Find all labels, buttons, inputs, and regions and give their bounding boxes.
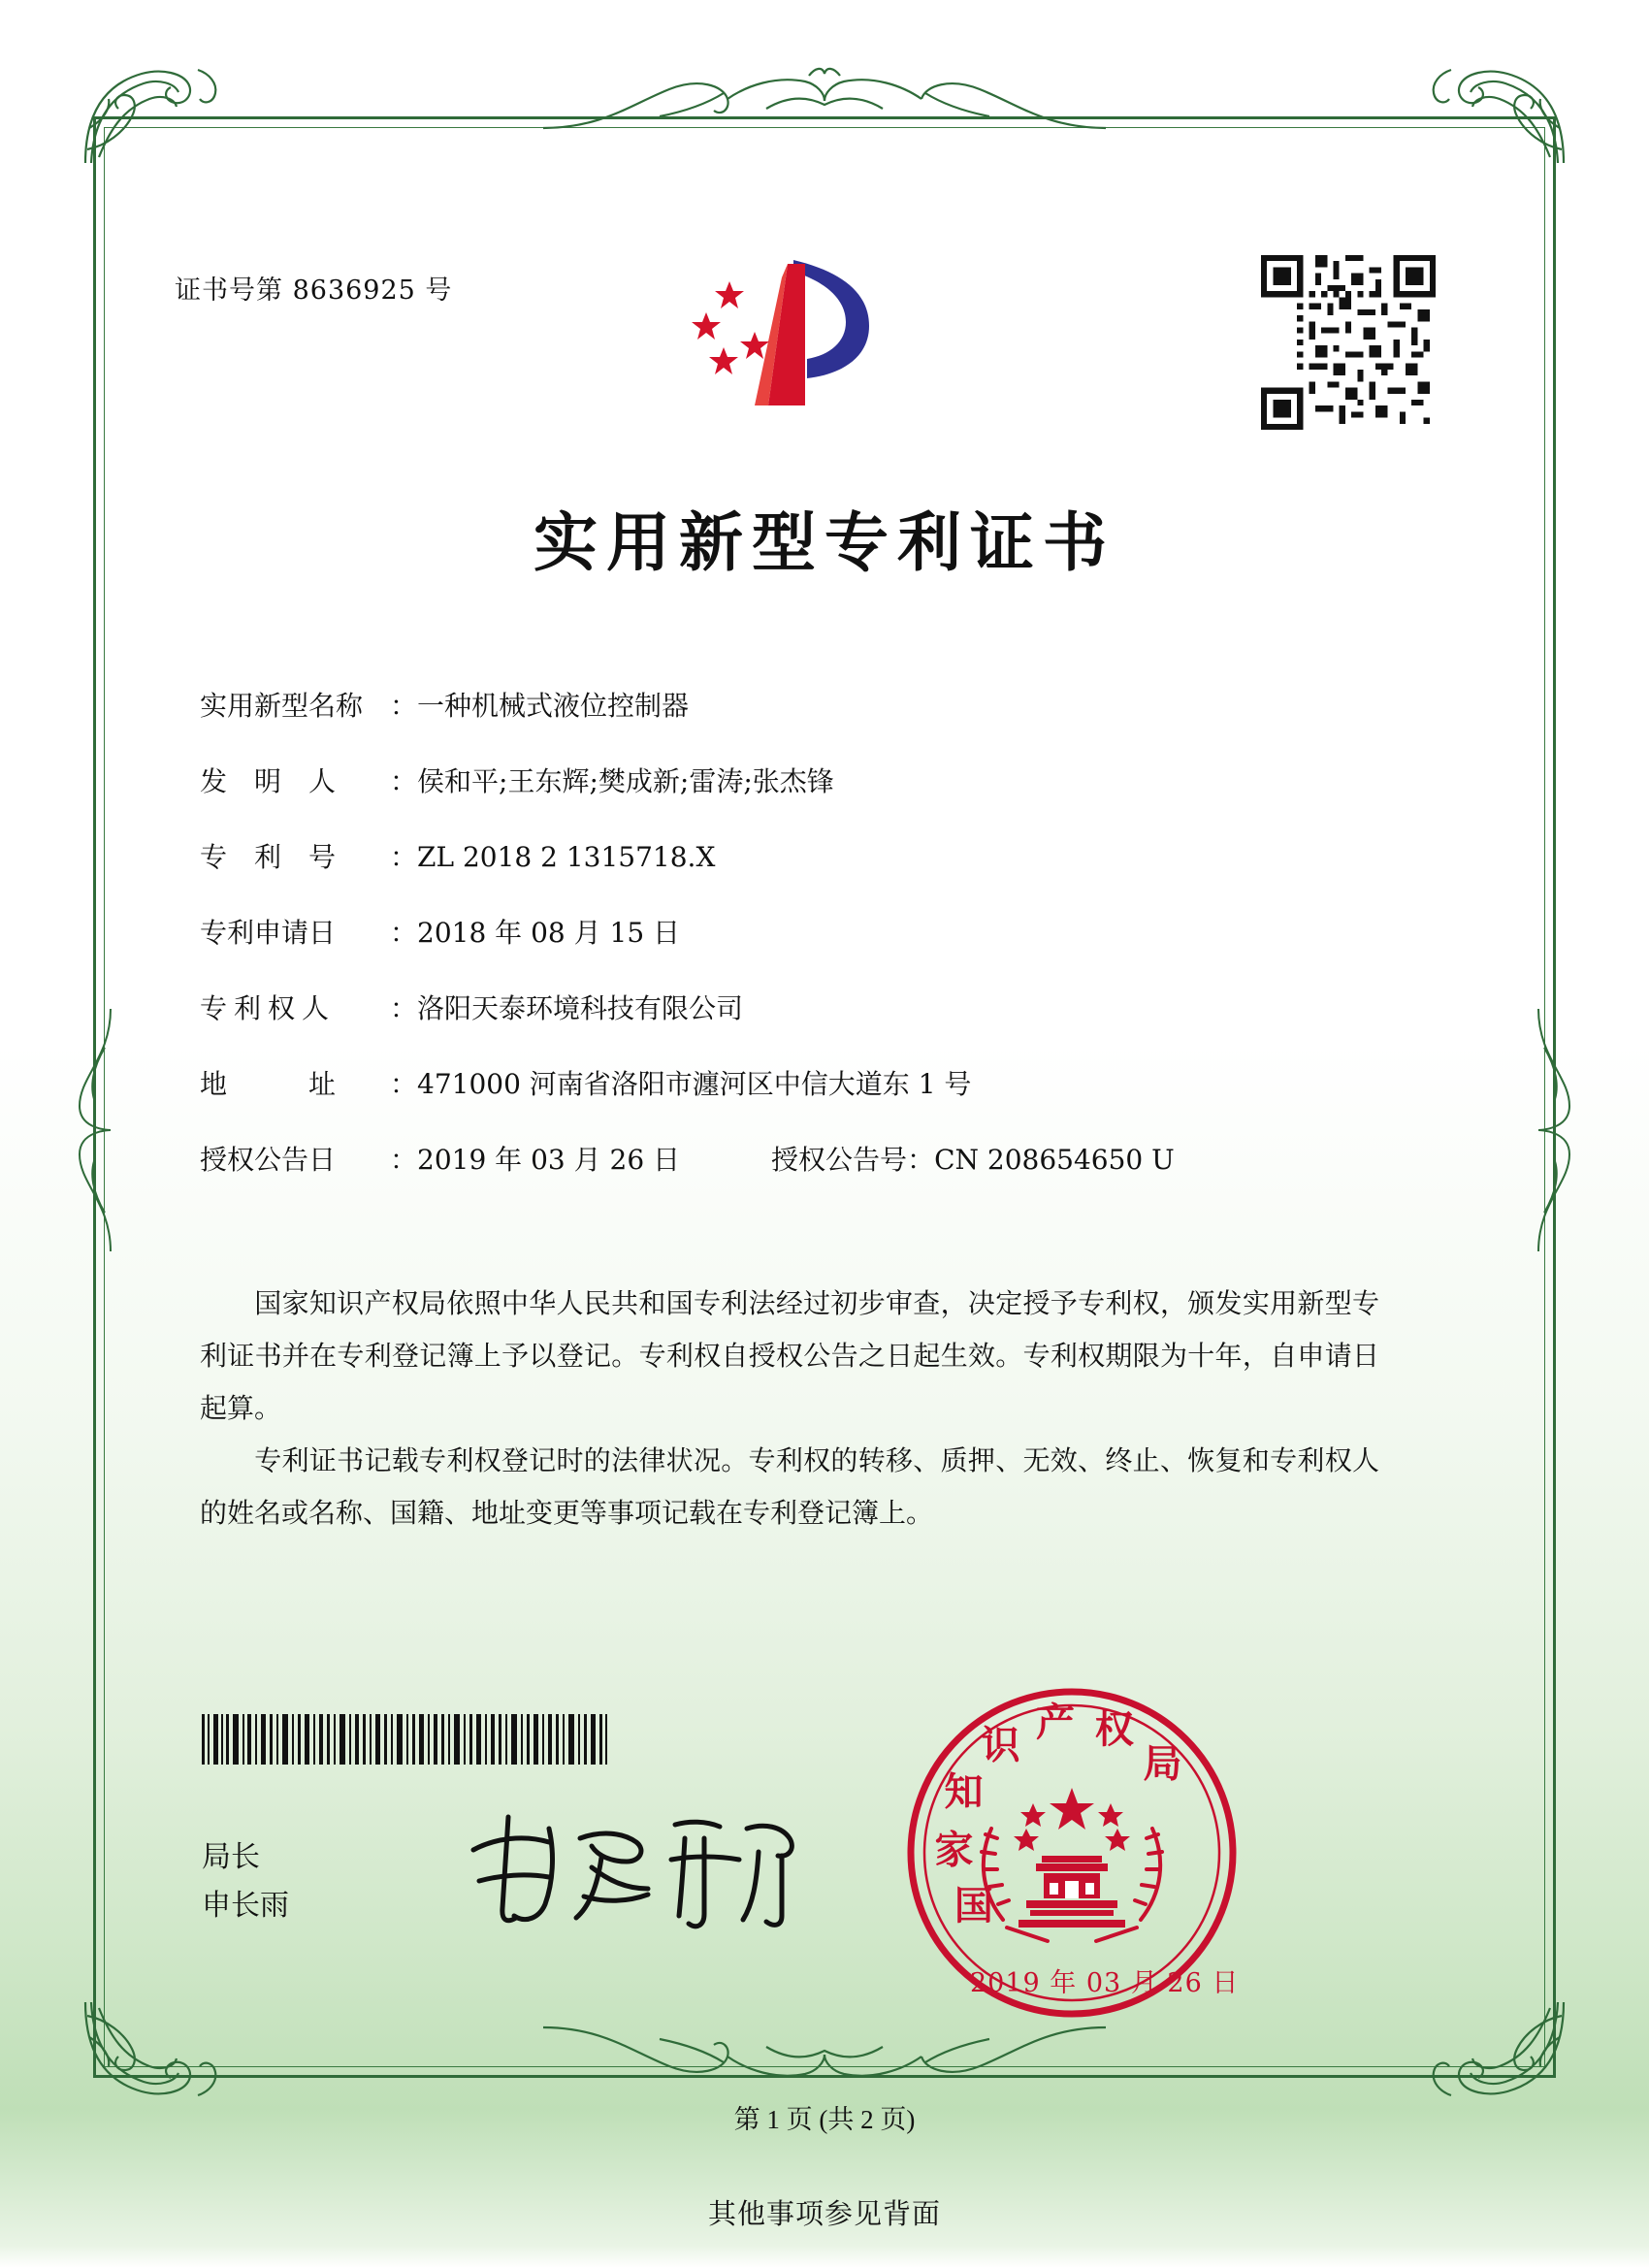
svg-text:权: 权 [1094,1706,1134,1753]
field-colon: ： [390,994,418,1024]
field-colon: ： [390,843,418,873]
side-ornament-right [1535,1009,1579,1251]
svg-text:局: 局 [1143,1740,1182,1787]
legal-paragraph-2 [200,1436,1379,1540]
field-row-patentee [200,988,1461,1063]
field-value: 侯和平;王东辉;樊成新;雷涛;张杰锋 [417,765,834,797]
field-colon: ： [390,1146,418,1176]
field-label: 专 利 号 [200,843,337,873]
field-value: ZL 2018 2 1315718.X [417,841,716,873]
top-ornament [543,56,1106,134]
page-number: 第 1 页 (共 2 页) [733,2105,916,2134]
field-row-patent-number [200,836,1461,912]
cnipa-logo-icon [679,243,902,427]
field-row-application-date [200,912,1461,988]
field-row-address [200,1063,1461,1139]
svg-text:识: 识 [981,1722,1020,1768]
field-value: 一种机械式液位控制器 [417,690,690,722]
director-name-label: 申长雨 [202,1890,289,1922]
barcode [202,1714,609,1765]
svg-text:知: 知 [944,1768,984,1815]
field-value: 洛阳天泰环境科技有限公司 [417,992,744,1024]
grant-date-value: 2019 年 03 月 26 日 [417,1144,681,1176]
grant-number-label: 授权公告号 [771,1146,908,1176]
field-colon: ： [390,1070,418,1100]
grant-number-value: CN 208654650 U [934,1144,1175,1176]
side-ornament-left [70,1009,114,1251]
field-list [200,685,1461,1215]
qr-code [1261,255,1436,430]
field-label: 专 利 权 人 [200,994,330,1024]
signature-block [202,1833,289,1930]
field-row-inventors [200,761,1461,836]
svg-text:产: 产 [1036,1700,1076,1746]
back-side-note: 其他事项参见背面 [707,2199,941,2230]
legal-paragraph-1 [200,1279,1379,1436]
field-colon: ： [907,1146,935,1176]
paragraph-text: 国家知识产权局依照中华人民共和国专利法经过初步审查，决定授予专利权，颁发实用新型专利证书并在专利登记簿上予以登记。专利权自授权公告之日起生效。专利权期限为十年，自申请日起算。 [200,1289,1379,1424]
certificate-number: 证书号第 8636925 号 [175,275,453,306]
seal-date: 2019 年 03 月 26 日 [970,1968,1240,1998]
field-value: 2018 年 08 月 15 日 [417,917,681,949]
field-label: 专利申请日 [200,919,337,949]
grant-date-label: 授权公告日 [200,1146,337,1176]
director-title-label: 局长 [202,1841,260,1873]
field-row-grant-announcement [200,1139,1461,1215]
field-value: 471000 河南省洛阳市瀍河区中信大道东 1 号 [417,1068,972,1100]
field-row-utility-model-name [200,685,1461,761]
page-title: 实用新型专利证书 [534,504,1116,580]
svg-text:家: 家 [934,1827,974,1873]
field-label: 地 址 [200,1070,337,1100]
field-colon: ： [390,767,418,797]
paragraph-text: 专利证书记载专利权登记时的法律状况。专利权的转移、质押、无效、终止、恢复和专利权人的姓名或名称、国籍、地址变更等事项记载在专利登记簿上。 [200,1446,1379,1529]
handwritten-signature [456,1799,805,1935]
field-colon: ： [390,919,418,949]
field-label: 发 明 人 [200,767,337,797]
svg-text:国: 国 [954,1883,993,1929]
field-colon: ： [390,692,418,722]
field-label: 实用新型名称 [200,692,364,722]
bottom-ornament [543,2022,1106,2099]
